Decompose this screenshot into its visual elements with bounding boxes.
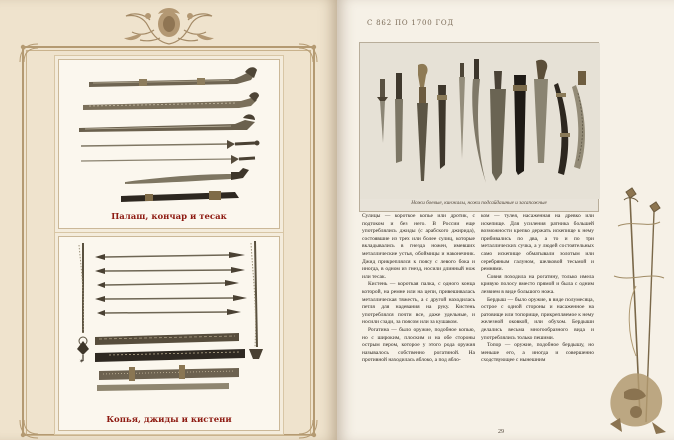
frame-corner-flourish-icon (18, 418, 40, 440)
daggers-photo (359, 42, 599, 212)
paragraph: Сулицы — короткое копье или дротик, с подтоком и без него. В России еще употреблялись джиды (с арабского джирида), состоявшие из трех или более сулиц, которые вкладывались в гнезда ножен, имевших металлические устья, обоймицы и наконечник. Джид прикреплялся к поясу с левого бока и иногда, в одном из гнезд, носили длинный нож или тесак. (362, 213, 475, 280)
text-column-1 (362, 213, 475, 365)
weapon-engraving-icon (360, 43, 600, 199)
paragraph: Рогатина — было оружие, подобное копью, но с широким, плоским и на обе стороны острым пером, которое у этого рода оружия называлось собственно рогатиной. На противной находилась яблоко, а под ябло- (362, 326, 475, 364)
plate-swords (58, 59, 280, 229)
text-column-2 (481, 213, 594, 365)
running-head: С 862 ПО 1700 ГОД (367, 19, 454, 27)
right-page (337, 0, 674, 440)
frame-corner-flourish-icon (18, 42, 40, 64)
plate-1-caption: Палаш, кончар и тесак (111, 212, 227, 222)
paragraph: Топор — оружие, подобное бердышу, но меньше его, а иногда и совершенно сходствующее с нынешним (481, 342, 594, 364)
paragraph: Бердыш — было оружие, в виде полумесяца, острое с одной стороны и насаженное на ратовище или топорище, прикрепляемое к нему железной оковкой, или обухом. Бердыши делались весьма многообразного вида и употреблялись только пешими. (481, 296, 594, 341)
weapon-engraving-icon (59, 60, 281, 210)
plate-2-caption: Копья, джиды и кистени (106, 415, 232, 425)
weapon-engraving-icon (59, 237, 281, 415)
frame-corner-flourish-icon (297, 42, 319, 64)
sword-still-life-icon (606, 186, 672, 436)
paragraph: ком — тулея, насаженная на древко или искепище. Для усиления ратника большей возможности крепко держать искепище к нему прибивались по два, а то и по три металлических сучка, а у людей состоятельных само искепище обматывали золотым или серебряным галуном, шелковой тесьмой и ремнями. (481, 213, 594, 273)
paragraph: Кистень — короткая палка, с одного конца которой, на ремне или на цепи, привешивалась металлическая тяжесть, а с другой находилась петля для надевания на руку. Кистень употреблялся почти все, даже удельные, и носили сзади, за поясом или за кушаком. (362, 281, 475, 326)
baroque-ornament-icon (118, 4, 220, 48)
plate-spears (58, 236, 280, 431)
frame-corner-flourish-icon (297, 418, 319, 440)
svg-text:✶: ✶ (79, 358, 85, 365)
page-number: 29 (498, 429, 504, 435)
photo-caption: Ножи боевые, кинжалы, ножи подсайдашные и засапожные (411, 200, 547, 206)
paragraph: Совня походила на рогатину, только имела кривую полосу вместо прямой и была с одним лезвием в виде большого ножа. (481, 273, 594, 295)
